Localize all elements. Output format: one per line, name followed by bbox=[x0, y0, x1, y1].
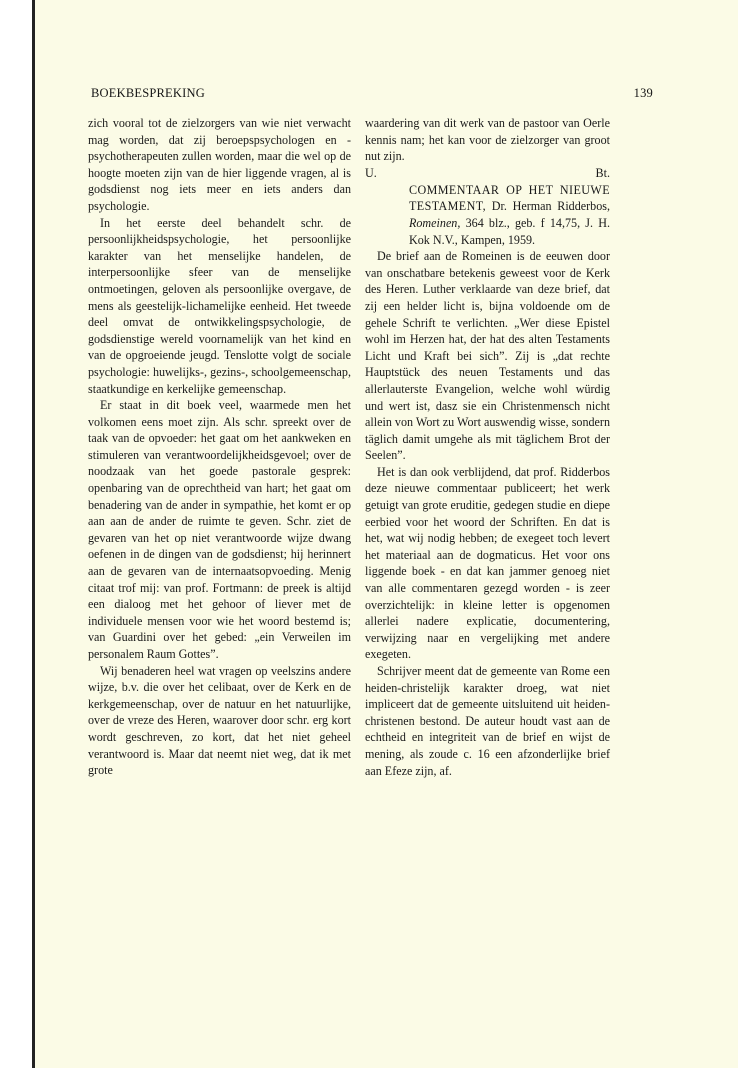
review-author: Dr. Herman Ridderbos, bbox=[491, 199, 610, 214]
paragraph: zich vooral tot de zielzorgers van wie niet verwacht mag worden, dat zij beroepspsychologen en -psychotherapeuten zullen worden, maar die wel op de hoogte moeten zijn van de hier liggende vragen, al is godsdienst nog iets meer en iets anders dan psychologie. bbox=[88, 116, 351, 213]
paragraph: Schrijver meent dat de gemeente van Rome een heiden-christelijk karakter droeg, wat niet impliceert dat de gemeente uitsluitend uit heiden-christenen bestond. De auteur houdt vast aan de echtheid en integriteit van de brief en wijst de mening, als zoude c. 16 een afzonderlijke brief aan Efeze zijn, af. bbox=[365, 664, 610, 778]
signoff-initials: Bt. bbox=[595, 165, 610, 180]
right-column bbox=[365, 115, 610, 779]
left-column bbox=[88, 115, 351, 779]
paragraph: De brief aan de Romeinen is de eeuwen door van onschatbare betekenis geweest voor de Kerk des Heren. Luther verklaarde van deze brief, dat zij een helder licht is, bijna voldoende om de gehele Schrift te verlichten. „Wer diese Epistel wohl im Herzen hat, der hat des alten Testaments Licht und Kraft bei sich”. Zij is „dat rechte Hauptstück des neuen Testaments und das allerlauterste Evangelion, welche wohl würdig und wert ist, dasz sie ein Christenmensch nicht allein von Wort zu Wort auswendig wisse, sondern täglich damit umgehe als mit täglichem Brot der Seelen”. bbox=[365, 249, 610, 463]
review-publication-details: 364 blz., geb. f 14,75, J. H. Kok N.V., Kampen, 1959. bbox=[409, 215, 610, 247]
running-head bbox=[91, 86, 653, 104]
paragraph: In het eerste deel behandelt schr. de persoonlijkheidspsychologie, het persoonlijke karakter van het menselijke handelen, de interpersoonlijke sfeer van de menselijke ontmoetingen, geloven als persoonlijke overgave, de mens als geestelijk-lichamelijke eenheid. Het tweede deel omvat de ontwikkelingspsychologie, de godsdienstige wereld voornamelijk van het kind en van de opgroeiende jeugd. Tenslotte volgt de sociale psychologie: huwelijks-, gezins-, schoolgemeenschap, staatkundige en kerkelijke gemeenschap. bbox=[88, 215, 351, 396]
page-number: 139 bbox=[633, 86, 653, 100]
review-book-series: COMMENTAAR OP HET NIEUWE TESTAMENT, bbox=[409, 182, 610, 214]
reviewer-signoff bbox=[365, 165, 610, 182]
section-title: BOEKBESPREKING bbox=[91, 86, 205, 100]
review-book-title: Romeinen, bbox=[409, 215, 461, 230]
review-heading bbox=[365, 182, 610, 248]
paragraph: waardering van dit werk van de pastoor van Oerle kennis nam; het kan voor de zielzorger van groot nut zijn. bbox=[365, 116, 610, 164]
paragraph: Er staat in dit boek veel, waarmede men het volkomen eens moet zijn. Als schr. spreekt over de taak van de opvoeder: het gaat om het aankweken en stimuleren van verantwoordelijkheidsgevoel; over de noodzaak van het goede pastorale gesprek: openbaring van de oprechtheid van hart; het gaat om benadering van de ander in sympathie, het komt er op aan aan de ander de ruimte te geven. Schr. ziet de gevaren van het op niet verantwoorde wijze dwang oefenen in de dingen van de godsdienst; hij herinnert aan de gevaren van de internaatsopvoeding. Menig citaat trof mij: van prof. Fortmann: de preek is altijd een dialoog met het gehoor of liever met de individuele mensen voor wie het woord bestemd is; van Guardini over het gebed: „ein Verweilen im personalem Raum Gottes”. bbox=[88, 398, 351, 661]
paragraph: Wij benaderen heel wat vragen op veelszins andere wijze, b.v. die over het celibaat, over de Kerk en de kerkgemeenschap, over de natuur en het natuurlijke, over de vreze des Heren, waarover door schr. erg kort wordt geschreven, zo kort, dat het niet geheel verantwoord is. Maar dat neemt niet weg, dat ik met grote bbox=[88, 663, 351, 778]
book-page bbox=[35, 0, 738, 1068]
paragraph: Het is dan ook verblijdend, dat prof. Ridderbos deze nieuwe commentaar publiceert; het werk getuigt van grote eruditie, gedegen studie en diepe eerbied voor het woord der Schriften. En dat is het, wat wij nodig hebben; de exegeet toch levert het materiaal aan de dogmaticus. Het voor ons liggende boek - en dat kan jammer genoeg niet van alle commentaren gezegd worden - is zeer overzichtelijk: in kleine letter is opgenomen allerlei nadere explicatie, documentering, verwijzing naar en vergelijking met andere exegeten. bbox=[365, 464, 610, 662]
signoff-initial: U. bbox=[365, 165, 377, 180]
